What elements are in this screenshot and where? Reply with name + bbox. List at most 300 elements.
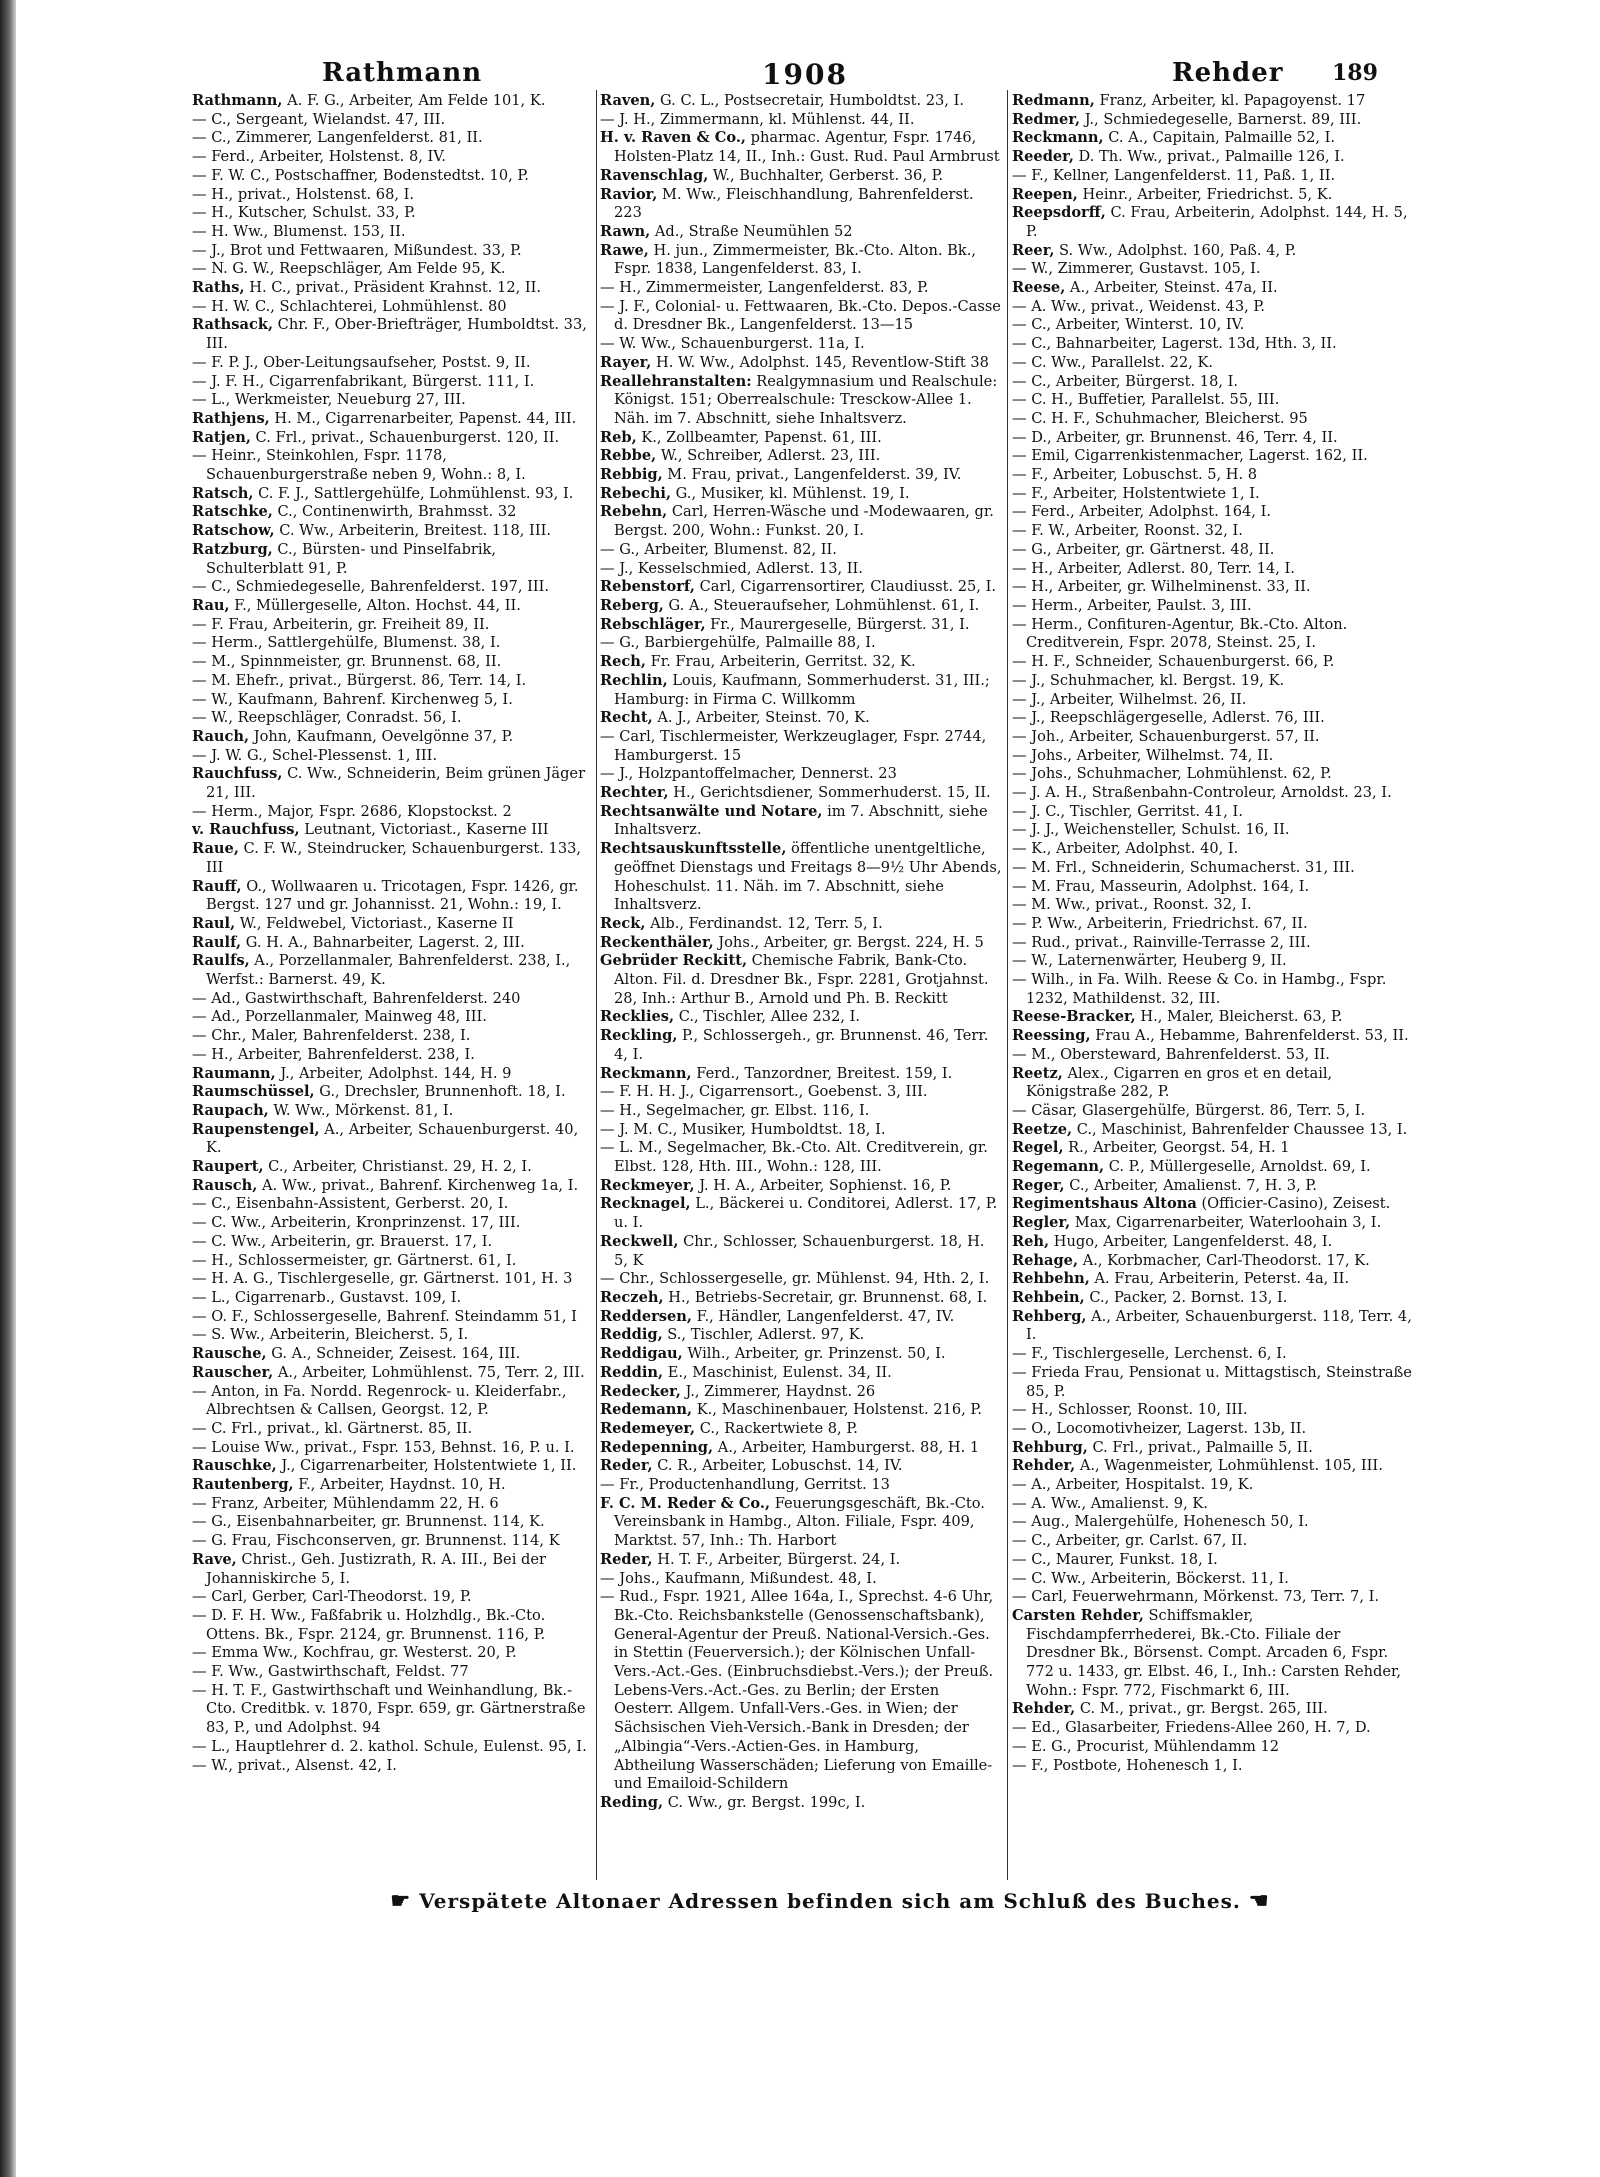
entry-details: (Officier-Casino), Zeisest.: [1196, 1195, 1391, 1213]
entry-details: H. C., privat., Präsident Krahnst. 12, II.: [244, 279, 542, 297]
entry-details: — Ed., Glasarbeiter, Friedens-Allee 260, H. 7, D.: [1012, 1719, 1371, 1737]
directory-entry: [192, 952, 594, 989]
directory-entry: [1012, 541, 1414, 560]
entry-details: — C., Bahnarbeiter, Lagerst. 13d, Hth. 3, II.: [1012, 335, 1337, 353]
directory-entry: [192, 653, 594, 672]
entry-details: G. C. L., Postsecretair, Humboldtst. 23, I.: [655, 92, 964, 109]
directory-entry: [192, 915, 594, 934]
entry-details: A., Arbeiter, Schauenburgerst. 118, Terr. 4, I.: [1026, 1307, 1412, 1344]
entry-details: — F., Tischlergeselle, Lerchenst. 6, I.: [1012, 1345, 1287, 1363]
entry-details: — C., Eisenbahn-Assistent, Gerberst. 20, I.: [192, 1195, 509, 1213]
directory-entry: [1012, 578, 1414, 597]
entry-details: — C., Schmiedegeselle, Bahrenfelderst. 197, III.: [192, 578, 550, 596]
entry-surname: Rauschke,: [192, 1457, 277, 1475]
entry-surname: Reepen,: [1012, 185, 1078, 203]
entry-surname: Raupach,: [192, 1101, 269, 1119]
entry-details: — C. Ww., Arbeiterin, Böckerst. 11, I.: [1012, 1569, 1289, 1587]
directory-entry: [192, 485, 594, 504]
entry-details: C. Ww., Schneiderin, Beim grünen Jäger 21, III.: [206, 765, 586, 802]
column-divider: [1007, 90, 1008, 1880]
entry-details: — W. Ww., Schauenburgerst. 11a, I.: [600, 335, 865, 353]
entry-surname: Rehage,: [1012, 1251, 1079, 1269]
entry-details: Christ., Geh. Justizrath, R. A. III., Bei der Johanniskirche 5, I.: [206, 1550, 546, 1587]
entry-details: — F. H. H. J., Cigarrensort., Goebenst. 3, III.: [600, 1083, 928, 1101]
directory-entry: [1012, 1719, 1414, 1738]
directory-entry: [600, 915, 1002, 934]
entry-details: — Wilh., in Fa. Wilh. Reese & Co. in Hambg., Fspr. 1232, Mathildenst. 32, III.: [1012, 971, 1387, 1007]
directory-entry: [600, 1439, 1002, 1458]
entry-details: — O., Locomotivheizer, Lagerst. 13b, II.: [1012, 1419, 1307, 1437]
entry-details: — C. H., Buffetier, Parallelst. 55, III.: [1012, 391, 1280, 409]
entry-details: — M., Spinnmeister, gr. Brunnenst. 68, II.: [192, 653, 502, 671]
entry-details: — E. G., Procurist, Mühlendamm 12: [1012, 1737, 1280, 1755]
entry-details: C., Maschinist, Bahrenfelder Chaussee 13, I.: [1072, 1120, 1408, 1138]
entry-surname: Redmann,: [1012, 92, 1095, 109]
entry-details: — P. Ww., Arbeiterin, Friedrichst. 67, II.: [1012, 914, 1308, 932]
directory-entry: [192, 1607, 594, 1644]
entry-surname: Reck,: [600, 914, 646, 932]
entry-details: — M., Obersteward, Bahrenfelderst. 53, II.: [1012, 1045, 1330, 1063]
entry-details: W., Buchhalter, Gerberst. 36, P.: [708, 166, 944, 184]
directory-entry: [1012, 522, 1414, 541]
entry-details: — G., Arbeiter, gr. Gärtnerst. 48, II.: [1012, 540, 1275, 558]
entry-details: — C., Arbeiter, Bürgerst. 18, I.: [1012, 372, 1239, 390]
entry-surname: Reddigau,: [600, 1345, 683, 1363]
entry-surname: Reallehranstalten:: [600, 372, 752, 390]
column-2: [600, 92, 1002, 1882]
header-year: 1908: [762, 58, 848, 91]
directory-entry: [600, 560, 1002, 579]
entry-details: — M. Frau, Masseurin, Adolphst. 164, I.: [1012, 877, 1310, 895]
directory-entry: [192, 1551, 594, 1588]
directory-entry: [192, 1476, 594, 1495]
directory-entry: [1012, 821, 1414, 840]
entry-details: — C., Sergeant, Wielandst. 47, III.: [192, 110, 446, 128]
directory-entry: [1012, 503, 1414, 522]
entry-details: C. F. W., Steindrucker, Schauenburgerst. 133, III: [206, 840, 582, 876]
directory-entry: [192, 148, 594, 167]
entry-details: — J., Schuhmacher, kl. Bergst. 19, K.: [1012, 671, 1285, 689]
directory-entry: [1012, 204, 1414, 241]
directory-entry: [1012, 1233, 1414, 1252]
directory-entry: [1012, 279, 1414, 298]
entry-details: A. J., Arbeiter, Steinst. 70, K.: [652, 709, 870, 727]
directory-entry: [1012, 92, 1414, 111]
directory-entry: [192, 1383, 594, 1420]
entry-surname: Rau,: [192, 596, 230, 614]
entry-details: A., Korbmacher, Carl-Theodorst. 17, K.: [1078, 1251, 1370, 1269]
entry-details: — J. F., Colonial- u. Fettwaaren, Bk.-Cto. Depos.-Casse d. Dresdner Bk., Langenfelderst. 13—15: [600, 297, 1001, 334]
directory-entry: [1012, 691, 1414, 710]
entry-details: — C., Arbeiter, Winterst. 10, IV.: [1012, 316, 1245, 334]
entry-details: — H. F., Schneider, Schauenburgerst. 66, P.: [1012, 653, 1335, 671]
directory-entry: [192, 522, 594, 541]
directory-entry: [192, 129, 594, 148]
entry-details: H. M., Cigarrenarbeiter, Papenst. 44, III.: [269, 409, 577, 427]
directory-entry: [192, 1644, 594, 1663]
entry-details: — J. H., Zimmermann, kl. Mühlenst. 44, II.: [600, 110, 915, 128]
directory-entry: [192, 298, 594, 317]
entry-surname: Reder,: [600, 1457, 653, 1475]
entry-surname: Reder,: [600, 1550, 653, 1568]
entry-surname: Gebrüder Reckitt,: [600, 952, 748, 970]
directory-entry: [1012, 429, 1414, 448]
entry-details: — J., Kesselschmied, Adlerst. 13, II.: [600, 559, 863, 577]
entry-surname: Raven,: [600, 92, 656, 109]
entry-surname: Reczeh,: [600, 1289, 664, 1306]
entry-details: Feuerungsgeschäft, Bk.-Cto. Vereinsbank in Hambg., Alton. Filiale, Fspr. 409, Marktst. 57, Inh.: Th. Harbort: [614, 1494, 985, 1550]
directory-entry: [600, 186, 1002, 223]
directory-entry: [192, 1364, 594, 1383]
column-3: [1012, 92, 1414, 1882]
entry-details: Chr., Schlosser, Schauenburgerst. 18, H. 5, K: [614, 1232, 985, 1269]
entry-details: Frau A., Hebamme, Bahrenfelderst. 53, II.: [1090, 1027, 1409, 1045]
entry-surname: Regimentshaus Altona: [1012, 1195, 1197, 1213]
directory-entry: [600, 1570, 1002, 1589]
directory-entry: [600, 840, 1002, 915]
directory-entry: [600, 167, 1002, 186]
directory-entry: [192, 260, 594, 279]
entry-details: — Herm., Major, Fspr. 2686, Klopstockst. 2: [192, 802, 512, 820]
directory-entry: [192, 223, 594, 242]
entry-surname: Reding,: [600, 1793, 664, 1811]
directory-entry: [192, 1532, 594, 1551]
entry-surname: Recklies,: [600, 1008, 675, 1026]
entry-details: Leutnant, Victoriast., Kaserne III: [299, 821, 549, 839]
directory-entry: [192, 447, 594, 484]
directory-entry: [1012, 616, 1414, 653]
entry-surname: Reer,: [1012, 241, 1055, 259]
entry-details: L., Bäckerei u. Conditorei, Adlerst. 17, P. u. I.: [614, 1195, 998, 1232]
entry-details: — F. Ww., Gastwirthschaft, Feldst. 77: [192, 1663, 469, 1681]
entry-details: — J. F. H., Cigarrenfabrikant, Bürgerst. 111, I.: [192, 372, 535, 390]
entry-surname: F. C. M. Reder & Co.,: [600, 1494, 771, 1512]
directory-entry: [1012, 878, 1414, 897]
entry-details: — C., Maurer, Funkst. 18, I.: [1012, 1550, 1218, 1568]
directory-entry: [600, 1008, 1002, 1027]
entry-details: im 7. Abschnitt, siehe Inhaltsverz.: [614, 802, 988, 839]
entry-details: Chr. F., Ober-Briefträger, Humboldtst. 33, III.: [206, 316, 587, 353]
directory-entry: [600, 466, 1002, 485]
directory-entry: [1012, 1439, 1414, 1458]
entry-details: — Johs., Kaufmann, Mißundest. 48, I.: [600, 1569, 877, 1587]
directory-entry: [1012, 391, 1414, 410]
entry-surname: Regel,: [1012, 1139, 1064, 1157]
directory-entry: [192, 204, 594, 223]
entry-details: Alex., Cigarren en gros et en detail, Königstraße 282, P.: [1026, 1064, 1333, 1101]
entry-details: A. F. G., Arbeiter, Am Felde 101, K.: [282, 92, 546, 109]
directory-entry: [1012, 447, 1414, 466]
directory-entry: [1012, 1757, 1414, 1776]
directory-entry: [1012, 1065, 1414, 1102]
directory-entry: [192, 92, 594, 111]
entry-surname: Rautenberg,: [192, 1476, 294, 1494]
entry-details: Hugo, Arbeiter, Langenfelderst. 48, I.: [1049, 1232, 1333, 1250]
entry-details: E., Maschinist, Eulenst. 34, II.: [663, 1363, 892, 1381]
directory-entry: [192, 1177, 594, 1196]
entry-details: — O. F., Schlossergeselle, Bahrenf. Steindamm 51, I: [192, 1307, 577, 1325]
entry-details: — Franz, Arbeiter, Mühlendamm 22, H. 6: [192, 1494, 499, 1512]
directory-entry: [600, 1588, 1002, 1794]
entry-surname: Reetze,: [1012, 1120, 1073, 1138]
directory-entry: [192, 934, 594, 953]
entry-surname: Ravenschlag,: [600, 166, 709, 184]
entry-details: W., Feldwebel, Victoriast., Kaserne II: [235, 914, 514, 932]
directory-entry: [192, 1270, 594, 1289]
entry-details: — F. W., Arbeiter, Roonst. 32, I.: [1012, 522, 1243, 540]
entry-surname: Reckling,: [600, 1027, 678, 1045]
directory-entry: [600, 634, 1002, 653]
directory-entry: [1012, 840, 1414, 859]
entry-details: — H. W. C., Schlachterei, Lohmühlenst. 80: [192, 297, 507, 315]
entry-details: G. A., Schneider, Zeisest. 164, III.: [266, 1345, 521, 1363]
directory-entry: [600, 1345, 1002, 1364]
directory-entry: [1012, 410, 1414, 429]
directory-entry: [192, 1046, 594, 1065]
entry-details: C., Arbeiter, Amalienst. 7, H. 3, P.: [1064, 1176, 1317, 1194]
entry-surname: Reese,: [1012, 279, 1066, 297]
entry-surname: Reckmann,: [1012, 129, 1104, 147]
directory-entry: [192, 111, 594, 130]
entry-details: G., Drechsler, Brunnenhoft. 18, I.: [314, 1083, 566, 1101]
directory-entry: [192, 728, 594, 747]
entry-details: — K., Arbeiter, Adolphst. 40, I.: [1012, 840, 1239, 858]
directory-entry: [192, 503, 594, 522]
directory-entry: [600, 803, 1002, 840]
entry-details: — Ad., Gastwirthschaft, Bahrenfelderst. 240: [192, 989, 521, 1007]
directory-entry: [600, 1233, 1002, 1270]
entry-surname: Raulfs,: [192, 952, 250, 970]
directory-entry: [600, 1102, 1002, 1121]
directory-entry: [600, 1551, 1002, 1570]
entry-surname: Rehbehn,: [1012, 1270, 1090, 1288]
entry-details: öffentliche unentgeltliche, geöffnet Dienstags und Freitags 8—9½ Uhr Abends, Hoheschulst. 11. Näh. im 7. Abschnitt, siehe Inhaltsverz.: [614, 840, 1002, 914]
directory-entry: [600, 578, 1002, 597]
directory-entry: [1012, 709, 1414, 728]
entry-details: R., Arbeiter, Georgst. 54, H. 1: [1063, 1139, 1290, 1157]
entry-details: — W., privat., Alsenst. 42, I.: [192, 1756, 397, 1774]
directory-entry: [192, 1663, 594, 1682]
entry-details: M. Ww., Fleischhandlung, Bahrenfelderst. 223: [614, 185, 974, 222]
directory-entry: [1012, 1158, 1414, 1177]
entry-surname: Reetz,: [1012, 1064, 1063, 1082]
entry-surname: Rechlin,: [600, 671, 668, 689]
directory-entry: [192, 1008, 594, 1027]
entry-details: — H. T. F., Gastwirthschaft und Weinhandlung, Bk.-Cto. Creditbk. v. 1870, Fspr. 659, gr. Gärtnerstraße 83, P., und Adolphst. 94: [192, 1681, 586, 1737]
entry-details: — H., Kutscher, Schulst. 33, P.: [192, 204, 416, 222]
entry-details: — J. W. G., Schel-Plessenst. 1, III.: [192, 746, 438, 764]
entry-details: C., Arbeiter, Christianst. 29, H. 2, I.: [263, 1158, 532, 1176]
entry-details: — M. Ehefr., privat., Bürgerst. 86, Terr. 14, I.: [192, 671, 527, 689]
directory-entry: [192, 1495, 594, 1514]
entry-details: — H., Arbeiter, Bahrenfelderst. 238, I.: [192, 1045, 475, 1063]
entry-details: H. W. Ww., Adolphst. 145, Reventlow-Stift 38: [651, 353, 989, 371]
entry-details: — Cäsar, Glasergehülfe, Bürgerst. 86, Terr. 5, I.: [1012, 1101, 1366, 1119]
entry-details: K., Maschinenbauer, Holstenst. 216, P.: [692, 1401, 982, 1419]
directory-entry: [1012, 186, 1414, 205]
entry-surname: Rebbe,: [600, 447, 657, 465]
directory-entry: [600, 784, 1002, 803]
directory-entry: [600, 1195, 1002, 1232]
entry-details: — Rud., privat., Rainville-Terrasse 2, III.: [1012, 933, 1311, 951]
entry-details: G. H. A., Bahnarbeiter, Lagerst. 2, III.: [241, 933, 525, 951]
entry-surname: Rathmann,: [192, 92, 283, 109]
entry-surname: Recht,: [600, 709, 653, 727]
entry-details: — J. A. H., Straßenbahn-Controleur, Arnoldst. 23, I.: [1012, 784, 1392, 802]
directory-entry: [600, 1177, 1002, 1196]
entry-surname: Reddin,: [600, 1363, 664, 1381]
entry-details: — Joh., Arbeiter, Schauenburgerst. 57, II.: [1012, 727, 1320, 745]
entry-details: W. Ww., Mörkenst. 81, I.: [268, 1101, 454, 1119]
directory-entry: [1012, 653, 1414, 672]
directory-entry: [192, 1195, 594, 1214]
entry-details: — L., Cigarrenarb., Gustavst. 109, I.: [192, 1289, 462, 1306]
directory-entry: [192, 373, 594, 392]
entry-details: — A., Arbeiter, Hospitalst. 19, K.: [1012, 1476, 1254, 1494]
directory-entry: [192, 1439, 594, 1458]
directory-entry: [1012, 260, 1414, 279]
entry-details: — W., Laternenwärter, Heuberg 9, II.: [1012, 952, 1287, 970]
directory-entry: [1012, 1476, 1414, 1495]
entry-details: — F., Arbeiter, Holstentwiete 1, I.: [1012, 484, 1260, 502]
entry-details: — Herm., Sattlergehülfe, Blumenst. 38, I.: [192, 634, 501, 652]
directory-entry: [192, 840, 594, 877]
directory-entry: [1012, 111, 1414, 130]
entry-details: — C., Zimmerer, Langenfelderst. 81, II.: [192, 129, 483, 147]
book-spine-shadow: [0, 0, 16, 2177]
entry-details: A., Arbeiter, Schauenburgerst. 40, K.: [206, 1120, 579, 1157]
directory-entry: [192, 1682, 594, 1738]
directory-entry: [192, 1083, 594, 1102]
entry-details: — J., Holzpantoffelmacher, Dennerst. 23: [600, 765, 897, 783]
directory-entry: [1012, 1364, 1414, 1401]
directory-entry: [192, 709, 594, 728]
entry-details: C. A., Capitain, Palmaille 52, I.: [1103, 129, 1336, 147]
entry-details: — Johs., Schuhmacher, Lohmühlenst. 62, P.: [1012, 765, 1332, 783]
entry-details: — F., Kellner, Langenfelderst. 11, Paß. 1, II.: [1012, 166, 1336, 184]
directory-entry: [600, 111, 1002, 130]
entry-surname: Rebbig,: [600, 466, 663, 484]
entry-details: — M. Ww., privat., Roonst. 32, I.: [1012, 896, 1252, 914]
entry-surname: Reddersen,: [600, 1307, 692, 1325]
entry-details: — C. Ww., Parallelst. 22, K.: [1012, 353, 1214, 371]
entry-surname: Raumann,: [192, 1064, 276, 1082]
directory-entry: [192, 803, 594, 822]
directory-entry: [1012, 1495, 1414, 1514]
directory-entry: [600, 1326, 1002, 1345]
directory-entry: [600, 223, 1002, 242]
directory-entry: [192, 990, 594, 1009]
directory-entry: [192, 242, 594, 261]
directory-entry: [192, 878, 594, 915]
entry-details: Fr., Maurergeselle, Bürgerst. 31, I.: [705, 615, 970, 633]
entry-details: Heinr., Arbeiter, Friedrichst. 5, K.: [1077, 185, 1333, 203]
directory-entry: [600, 672, 1002, 709]
entry-details: Ferd., Tanzordner, Breitest. 159, I.: [691, 1064, 953, 1082]
entry-details: Schiffsmakler, Fischdampferrhederei, Bk.-Cto. Filiale der Dresdner Bk., Börsenst. Compt. Arcaden 6, Fspr. 772 u. 1433, gr. Elbst. 46, I., Inh.: Carsten Rehder, Wohn.: Fspr. 772, Fischmarkt 6, III.: [1026, 1606, 1402, 1699]
directory-entry: [192, 1345, 594, 1364]
directory-entry: [192, 1027, 594, 1046]
directory-entry: [600, 335, 1002, 354]
directory-entry: [192, 1308, 594, 1327]
entry-details: — D., Arbeiter, gr. Brunnenst. 46, Terr. 4, II.: [1012, 428, 1338, 446]
entry-details: — Carl, Tischlermeister, Werkzeuglager, Fspr. 2744, Hamburgerst. 15: [600, 727, 987, 764]
entry-surname: Recknagel,: [600, 1195, 691, 1213]
directory-entry: [600, 485, 1002, 504]
directory-entry: [1012, 1102, 1414, 1121]
entry-details: — J., Reepschlägergeselle, Adlerst. 76, III.: [1012, 709, 1325, 727]
entry-details: John, Kaufmann, Oevelgönne 37, P.: [249, 727, 514, 745]
directory-entry: [1012, 1570, 1414, 1589]
directory-entry: [600, 1289, 1002, 1308]
entry-details: — H., privat., Holstenst. 68, I.: [192, 185, 415, 203]
header-right-keyword: Rehder: [1172, 58, 1284, 88]
entry-surname: Raulf,: [192, 933, 242, 951]
directory-entry: [192, 634, 594, 653]
entry-surname: Redemann,: [600, 1401, 693, 1419]
entry-surname: Raumschüssel,: [192, 1083, 315, 1101]
entry-details: Max, Cigarrenarbeiter, Waterloohain 3, I.: [1070, 1214, 1382, 1232]
pointing-hand-right-icon: ☚: [1248, 1888, 1270, 1914]
page-header: [192, 58, 1390, 96]
entry-details: — Louise Ww., privat., Fspr. 153, Behnst. 16, P. u. I.: [192, 1438, 575, 1456]
directory-entry: [192, 1214, 594, 1233]
entry-surname: Reger,: [1012, 1176, 1065, 1194]
directory-entry: [1012, 1289, 1414, 1308]
entry-details: — Herm., Confituren-Agentur, Bk.-Cto. Alton. Creditverein, Fspr. 2078, Steinst. 25, I.: [1012, 615, 1348, 652]
directory-entry: [1012, 1588, 1414, 1607]
directory-entry: [192, 1588, 594, 1607]
directory-entry: [1012, 765, 1414, 784]
directory-entry: [1012, 148, 1414, 167]
column-divider: [596, 90, 597, 1880]
directory-entry: [1012, 784, 1414, 803]
entry-details: — L., Werkmeister, Neueburg 27, III.: [192, 391, 466, 409]
directory-entry: [600, 298, 1002, 335]
directory-entry: [1012, 373, 1414, 392]
directory-entry: [600, 447, 1002, 466]
entry-details: — H. Ww., Blumenst. 153, II.: [192, 222, 406, 240]
directory-entry: [600, 279, 1002, 298]
entry-details: J., Schmiedegeselle, Barnerst. 89, III.: [1080, 110, 1362, 128]
entry-details: — Rud., Fspr. 1921, Allee 164a, I., Sprechst. 4-6 Uhr, Bk.-Cto. Reichsbankstelle (Genossenschaftsbank), General-Agentur der Preuß. National-Versich.-Ges. in Stettin (Feuerversich.); der Kölnischen Unfall-Vers.-Act.-Ges. (Einbruchsdiebst.-Vers.); der Preuß. Lebens-Vers.-Act.-Ges. zu Berlin; der Ersten Oesterr. Allgem. Unfall-Vers.-Ges. in Wien; der Sächsischen Vieh-Versich.-Bank in Dresden; der „Albingia“-Vers.-Actien-Ges. in Hamburg, Abtheilung Wasserschäden; Lieferung von Emaille- und Emailoid-Schildern: [600, 1588, 994, 1793]
entry-surname: Redecker,: [600, 1382, 681, 1400]
directory-entry: [600, 1457, 1002, 1476]
directory-entry: [192, 672, 594, 691]
entry-details: — N. G. W., Reepschläger, Am Felde 95, K.: [192, 260, 506, 278]
entry-details: — Fr., Productenhandlung, Gerritst. 13: [600, 1476, 890, 1494]
entry-details: F., Arbeiter, Haydnst. 10, H.: [293, 1476, 506, 1494]
entry-details: — D. F. H. Ww., Faßfabrik u. Holzhdlg., Bk.-Cto. Ottens. Bk., Fspr. 2124, gr. Brunnenst. 116, P.: [192, 1606, 546, 1643]
entry-surname: Rebschläger,: [600, 615, 706, 633]
entry-details: O., Wollwaaren u. Tricotagen, Fspr. 1426, gr. Bergst. 127 und gr. Johannisst. 21, Wohn.: 19, I.: [206, 877, 579, 914]
directory-entry: [600, 1065, 1002, 1084]
entry-surname: Rechtsauskunftsstelle,: [600, 840, 787, 858]
entry-details: K., Zollbeamter, Papenst. 61, III.: [636, 428, 882, 446]
entry-details: — F., Arbeiter, Lobuschst. 5, H. 8: [1012, 466, 1258, 484]
entry-details: C., Rackertwiete 8, P.: [695, 1419, 858, 1437]
entry-details: Chemische Fabrik, Bank-Cto. Alton. Fil. d. Dresdner Bk., Fspr. 2281, Grotjahnst. 28, Inh.: Arthur B., Arnold und Ph. B. Reckitt: [614, 952, 989, 1007]
entry-details: — Carl, Feuerwehrmann, Mörkenst. 73, Terr. 7, I.: [1012, 1588, 1380, 1606]
entry-details: — H., Schlossermeister, gr. Gärtnerst. 61, I.: [192, 1251, 517, 1269]
directory-entry: [1012, 672, 1414, 691]
entry-details: P., Schlossergeh., gr. Brunnenst. 46, Terr. 4, I.: [614, 1027, 989, 1063]
entry-details: A., Wagenmeister, Lohmühlenst. 105, III.: [1075, 1457, 1383, 1475]
entry-details: A., Arbeiter, Steinst. 47a, II.: [1065, 279, 1278, 297]
directory-entry: [600, 1364, 1002, 1383]
directory-entry: [192, 1738, 594, 1757]
directory-entry: [1012, 1457, 1414, 1476]
